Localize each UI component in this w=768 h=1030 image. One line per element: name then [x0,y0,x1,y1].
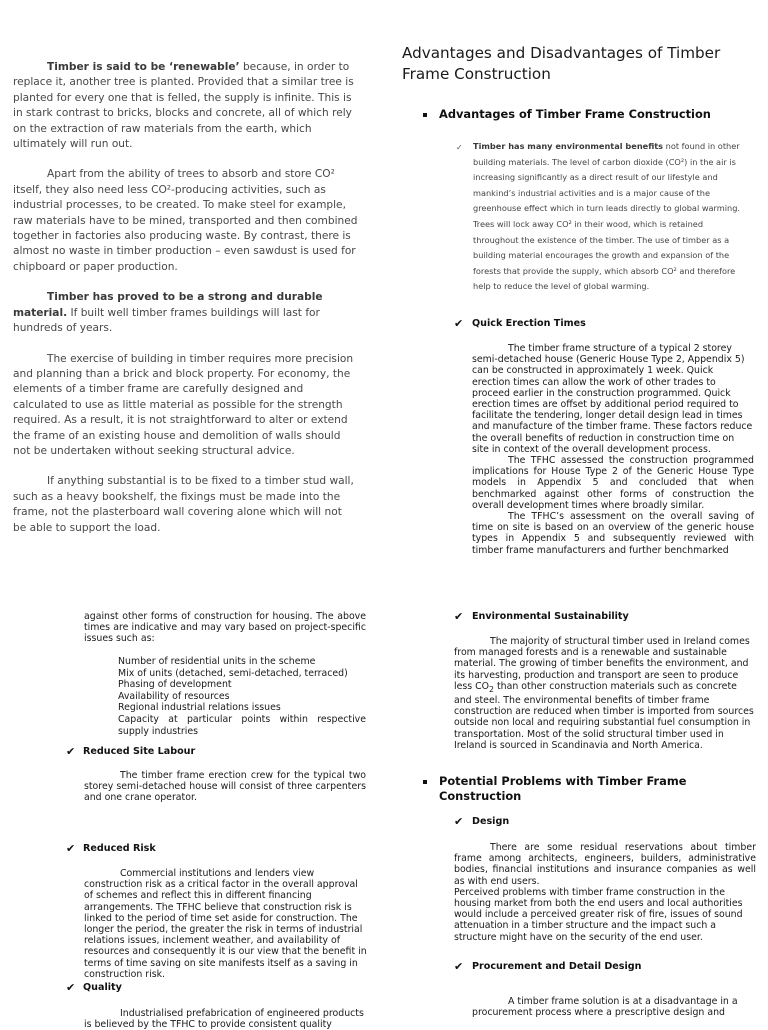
design-text: There are some residual reservations about timber frame among architects, engineers, builders, administrative bodies, financial institutions and insurance companies as well as with end users. Perceived problems with timber frame construction in the housing market from both the end users and local authorities would include a perceived greater risk of fire, issues of sound attenuation in a timber structure and the impact such a structure might have on the security of the end user. [454,842,756,943]
renewable-paragraph: Timber is said to be ‘renewable’ because, in order to replace it, another tree is planted. Provided that a similar tree is planted for every one that is felled, the supply is infinite. This is in stark contrast to bricks, blocks and concrete, all of which rely on the extraction of raw materials from the earth, which ultimately will run out. [13,61,354,151]
check-icon: ✔ [454,610,464,623]
environmental-sustainability-heading: Environmental Sustainability [472,611,629,622]
quick-erection-p1: The timber frame structure of a typical 2 storey semi-detached house (Generic House Type 2, Appendix 5) can be constructed in approximately 1 week. Quick erection times can allow the work of other trades to proceed earlier in the construction programmed. Quick erection times are offset by additional period required to facilitate the tendering, longer detail design lead in times and manufacture of the timber frame. These factors reduce the overall benefits of reduction in construction time on site in context of the overall development process. [472,343,753,455]
quality-heading: Quality [83,982,122,993]
check-icon: ✔ [66,842,76,855]
list-item: Availability of resources [118,690,230,702]
fixings-paragraph: If anything substantial is to be fixed to a timber stud wall, such as a heavy bookshelf, the fixings must be made into the frame, not the plasterboard wall covering alone which will not be able to support the load. [13,475,354,534]
check-icon: ✓ [456,143,463,152]
design-heading: Design [472,816,510,827]
list-item: Regional industrial relations issues [118,702,281,714]
quick-erection-p3: The TFHC’s assessment on the overall saving of time on site is based on an overview of the generic house types in Appendix 5 and subsequently reviewed with timber frame manufacturers and further benchmarked [472,511,754,556]
potential-problems-heading: Potential Problems with Timber Frame Construction [439,774,687,803]
bullet-square-icon [423,113,427,117]
list-item: Mix of units (detached, semi-detached, terraced) [118,667,348,679]
reduced-site-labour-heading: Reduced Site Labour [83,746,196,757]
issue-list [118,656,366,737]
site-labour-text: The timber frame erection crew for the typical two storey semi-detached house will consist of three carpenters and one crane operator. [84,770,366,804]
quick-erection-heading: Quick Erection Times [472,318,586,329]
list-item: Capacity at particular points within respective supply industries [118,713,366,737]
environmental-benefits: Timber has many environmental benefits not found in other building materials. The level of carbon dioxide (CO²) in the air is increasing significantly as a direct result of our lifestyle and mankind’s industrial activities and is a major cause of the greenhouse effect which in turn leads directly to global warming. Trees will lock away CO² in their wood, which is retained throughout the existence of the timber. The use of timber as a building material encourages the growth and expansion of the forests that provide the supply, which absorb CO² and therefore help to reduce the level of global warming. [473,141,740,292]
list-item: Phasing of development [118,679,232,691]
continuation-paragraph: against other forms of construction for housing. The above times are indicative and may vary based on project-specific issues such as: [84,611,366,645]
check-icon: ✔ [454,960,464,973]
procurement-text: A timber frame solution is at a disadvantage in a procurement process where a prescriptive design and [472,996,738,1019]
co2-paragraph: Apart from the ability of trees to absorb and store CO² itself, they also need less CO²-producing activities, such as industrial processes, to be created. To make steel for example, raw materials have to be mined, transported and then combined together in factories also producing waste. By contrast, there is almost no waste in timber production – even sawdust is used for chipboard or paper production. [13,168,358,273]
precision-paragraph: The exercise of building in timber requires more precision and planning than a brick and block property. For economy, the elements of a timber frame are carefully designed and calculated to use as little material as possible for the strength required. As a result, it is not straightforward to alter or extend the frame of an existing house and demolition of walls should not be undertaken without seeking structural advice. [13,352,354,457]
list-item: Number of residential units in the scheme [118,656,316,667]
bullet-square-icon [423,780,427,784]
procurement-heading: Procurement and Detail Design [472,961,642,972]
sustainability-text: The majority of structural timber used in Ireland comes from managed forests and is a renewable and sustainable material. The growing of timber benefits the environment, and its harvesting, production and transport are seen to produce less $CO_2$ than other construction materials such as concrete and steel. The environmental benefits of timber frame construction are reduced when timber is imported from sources outside non local and requiring substantial fuel consumption in transportation. Most of the solid structural timber used in Ireland is sourced in Scandinavia and North America. [454,636,754,751]
reduced-risk-text: Commercial institutions and lenders view construction risk as a critical factor in the overall approval of schemes and reflect this in different financing arrangements. The TFHC believe that construction risk is linked to the period of time set aside for construction. The longer the period, the greater the risk in terms of industrial relations issues, inclement weather, and availability of resources and consequently it is our view that the benefit in terms of time saving on site manifests itself as a saving in construction risk. [84,868,367,980]
check-icon: ✔ [454,815,464,828]
quick-erection-p2: The TFHC assessed the construction programmed implications for House Type 2 of the Generic House Type models in Appendix 5 and concluded that when benchmarked against other forms of construction the overall development times where broadly similar. [472,455,754,511]
reduced-risk-heading: Reduced Risk [83,843,156,854]
check-icon: ✔ [454,317,464,330]
quality-text: Industrialised prefabrication of engineered products is believed by the TFHC to provide consistent quality [84,1008,364,1030]
left-column [13,60,358,536]
page-title: Advantages and Disadvantages of Timber Frame Construction [402,44,721,83]
durable-paragraph: Timber has proved to be a strong and durable material. If built well timber frames buildings will last for hundreds of years. [13,291,323,335]
check-icon: ✔ [66,745,76,758]
advantages-heading: Advantages of Timber Frame Construction [439,107,711,121]
check-icon: ✔ [66,981,76,994]
quick-erection-text [472,343,754,556]
